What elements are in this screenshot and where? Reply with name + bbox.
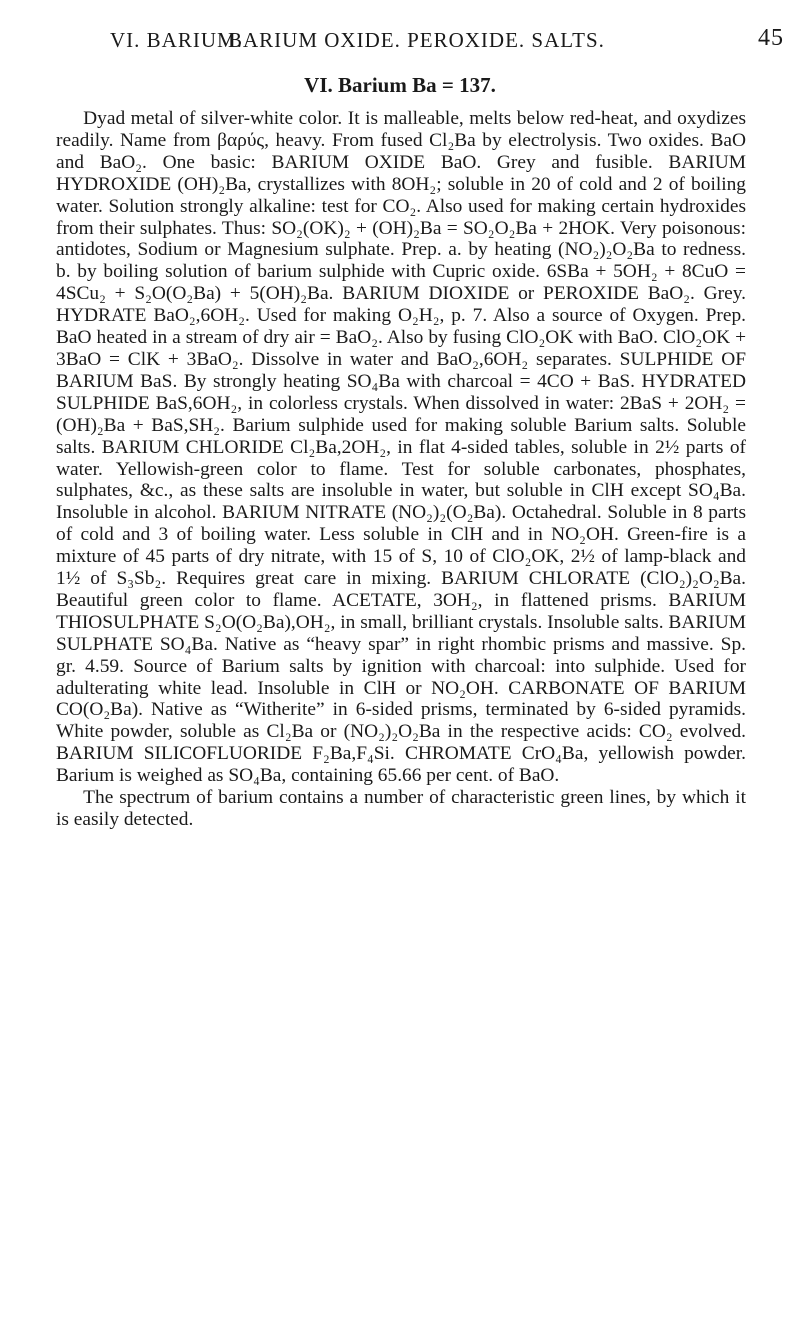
- running-title: BARIUM OXIDE. PEROXIDE. SALTS.: [228, 28, 605, 52]
- section-title: VI. Barium Ba = 137.: [304, 73, 496, 97]
- chapter-label: VI. BARIUM.: [110, 28, 243, 52]
- spectrum-paragraph: The spectrum of barium contains a number of characteristic green lines, by which it is easily detected.: [56, 787, 746, 830]
- page-number: 45: [758, 25, 784, 51]
- body-text: [56, 108, 746, 831]
- main-paragraph: Dyad metal of silver-white color. It is malleable, melts below red-heat, and oxydizes readily. Name from βαρύς, heavy. From fused Cl₂Ba by electrolysis. Two oxides. BaO and BaO₂. One basic: BARIUM OXIDE BaO. Grey and fusible. BARIUM HYDROXIDE (OH)₂Ba, crystallizes with 8OH₂; soluble in 20 of cold and 2 of boiling water. Solution strongly alkaline: test for CO₂. Also used for making certain hydroxides from their sulphates. Thus: SO₂(OK)₂ + (OH)₂Ba = SO₂O₂Ba + 2HOK. Very poisonous: antidotes, Sodium or Magnesium sulphate. Prep. a. by heating (NO₂)₂O₂Ba to redness. b. by boiling solution of barium sulphide with Cupric oxide. 6SBa + 5OH₂ + 8CuO = 4SCu₂ + S₂O(O₂Ba) + 5(OH)₂Ba. BARIUM DIOXIDE or PEROXIDE BaO₂. Grey. HYDRATE BaO₂,6OH₂. Used for making O₂H₂, p. 7. Also a source of Oxygen. Prep. BaO heated in a stream of dry air = BaO₂. Also by fusing ClO₂OK with BaO. ClO₂OK + 3BaO = ClK + 3BaO₂. Dissolve in water and BaO₂,6OH₂ separates. SULPHIDE OF BARIUM BaS. By strongly heating SO₄Ba with charcoal = 4CO + BaS. HYDRATED SULPHIDE BaS,6OH₂, in colorless crystals. When dissolved in water: 2BaS + 2OH₂ = (OH)₂Ba + BaS,SH₂. Barium sulphide used for making soluble Barium salts. Soluble salts. BARIUM CHLORIDE Cl₂Ba,2OH₂, in flat 4-sided tables, soluble in 2½ parts of water. Yellowish-green color to flame. Test for soluble carbonates, phosphates, sulphates, &c., as these salts are insoluble in water, but soluble in ClH except SO₄Ba. Insoluble in alcohol. BARIUM NITRATE (NO₂)₂(O₂Ba). Octahedral. Soluble in 8 parts of cold and 3 of boiling water. Less soluble in ClH and in NO₂OH. Green-fire is a mixture of 45 parts of dry nitrate, with 15 of S, 10 of ClO₂OK, 2½ of lamp-black and 1½ of S₃Sb₂. Requires great care in mixing. BARIUM CHLORATE (ClO₂)₂O₂Ba. Beautiful green color to flame. ACETATE, 3OH₂, in flattened prisms. BARIUM THIOSULPHATE S₂O(O₂Ba),OH₂, in small, brilliant crystals. Insoluble salts. BARIUM SULPHATE SO₄Ba. Native as “heavy spar” in right rhombic prisms and massive. Sp. gr. 4.59. Source of Barium salts by ignition with charcoal: into sulphide. Used for adulterating white lead. Insoluble in ClH or NO₂OH. CARBONATE OF BARIUM CO(O₂Ba). Native as “Witherite” in 6-sided prisms, terminated by 6-sided pyramids. White powder, soluble as Cl₂Ba or (NO₂)₂O₂Ba in the respective acids: CO₂ evolved. BARIUM SILICOFLUORIDE F₂Ba,F₄Si. CHROMATE CrO₄Ba, yellowish powder. Barium is weighed as SO₄Ba, containing 65.66 per cent. of BaO.: [56, 108, 746, 787]
